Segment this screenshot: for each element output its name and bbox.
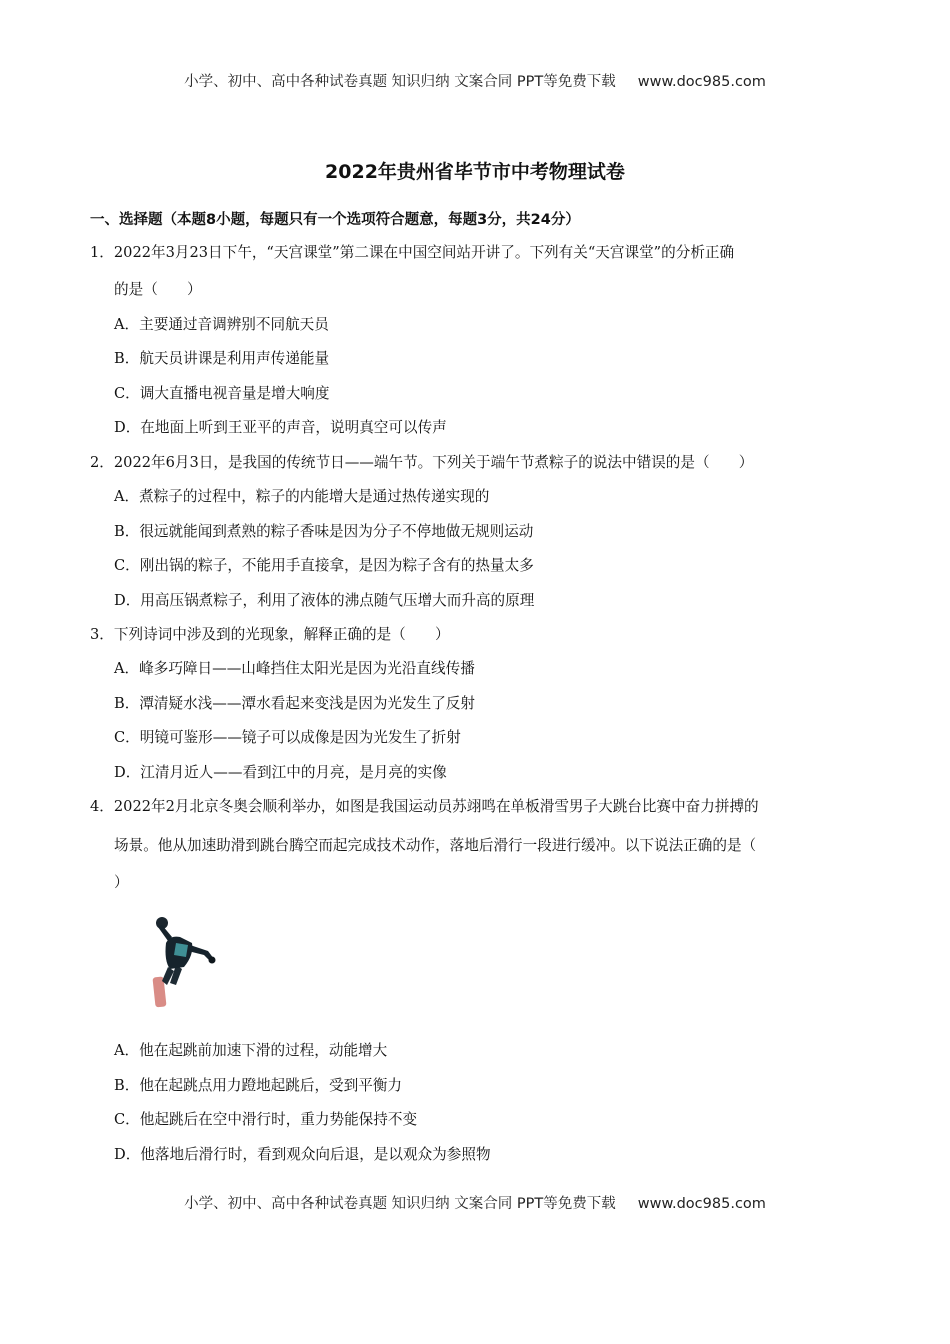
section-heading: 一、选择题（本题8小题，每题只有一个选项符合题意，每题3分，共24分） [90,212,580,228]
header-site-link[interactable]: www.doc985.com [637,74,766,90]
page-footer [0,1192,950,1213]
question-3-option-d: D．江清月近人——看到江中的月亮，是月亮的实像 [114,764,447,781]
exam-title: 2022年贵州省毕节市中考物理试卷 [325,161,625,183]
header-text: 小学、初中、高中各种试卷真题 知识归纳 文案合同 PPT等免费下载 [184,74,616,90]
question-1-option-b: B．航天员讲课是利用声传递能量 [114,350,330,367]
question-3-option-a: A．峰多巧障日——山峰挡住太阳光是因为光沿直线传播 [114,660,475,677]
footer-text: 小学、初中、高中各种试卷真题 知识归纳 文案合同 PPT等免费下载 [184,1196,616,1212]
question-1-option-c: C．调大直播电视音量是增大响度 [114,385,330,402]
question-4-stem-paren: ） [114,874,129,891]
question-2-option-c: C．刚出锅的粽子，不能用手直接拿，是因为粽子含有的热量太多 [114,557,534,574]
question-4-option-a: A．他在起跳前加速下滑的过程，动能增大 [114,1042,388,1059]
question-2-option-d: D．用高压锅煮粽子，利用了液体的沸点随气压增大而升高的原理 [114,592,535,609]
question-4-stem: 4．2022年2月北京冬奥会顺利举办，如图是我国运动员苏翊鸣在单板滑雪男子大跳台比赛中奋力拼搏的 [90,798,759,815]
question-1-option-a: A．主要通过音调辨别不同航天员 [114,316,329,333]
page-header [0,70,950,91]
question-3-option-b: B．潭清疑水浅——潭水看起来变浅是因为光发生了反射 [114,695,475,712]
question-4-option-b: B．他在起跳点用力蹬地起跳后，受到平衡力 [114,1077,403,1094]
question-2-option-b: B．很远就能闻到煮熟的粽子香味是因为分子不停地做无规则运动 [114,523,534,540]
question-4-stem-cont: 场景。他从加速助滑到跳台腾空而起完成技术动作，落地后滑行一段进行缓冲。以下说法正确的是（ [114,837,757,854]
question-1-option-d: D．在地面上听到王亚平的声音，说明真空可以传声 [114,419,447,436]
question-1-stem-cont: 的是（ ） [114,281,202,298]
question-4-option-d: D．他落地后滑行时，看到观众向后退，是以观众为参照物 [114,1146,491,1163]
question-3-stem: 3．下列诗词中涉及到的光现象，解释正确的是（ ） [90,626,450,643]
snowboarder-figure [148,915,220,1011]
question-2-stem: 2．2022年6月3日，是我国的传统节日——端午节。下列关于端午节煮粽子的说法中错误的是（ ） [90,454,754,471]
question-4-option-c: C．他起跳后在空中滑行时，重力势能保持不变 [114,1111,418,1128]
footer-site-link[interactable]: www.doc985.com [637,1196,766,1212]
question-2-option-a: A．煮粽子的过程中，粽子的内能增大是通过热传递实现的 [114,488,490,505]
question-1-stem: 1．2022年3月23日下午，“天宫课堂”第二课在中国空间站开讲了。下列有关“天宫课堂”的分析正确 [90,244,735,261]
question-3-option-c: C．明镜可鉴形——镜子可以成像是因为光发生了折射 [114,729,461,746]
